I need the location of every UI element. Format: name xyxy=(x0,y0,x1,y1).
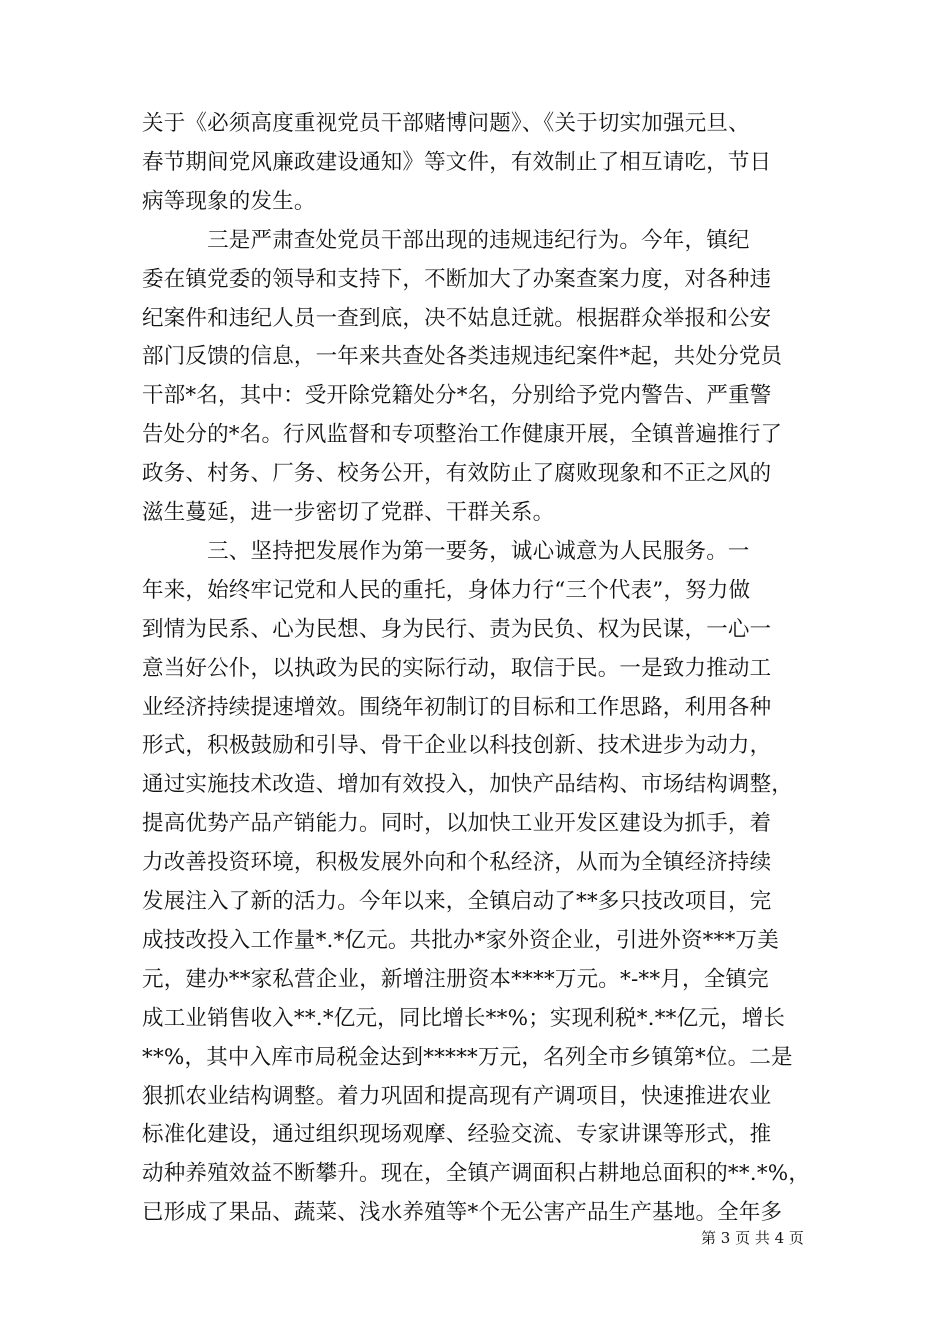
text-line: 春节期间党风廉政建设通知》等文件，有效制止了相互请吃，节日 xyxy=(142,149,772,175)
text-line: 成技改投入工作量*.*亿元。共批办*家外资企业，引进外资***万美 xyxy=(142,927,779,953)
text-line: 意当好公仆，以执政为民的实际行动，取信于民。一是致力推动工 xyxy=(142,655,772,681)
text-line: 政务、村务、厂务、校务公开，有效防止了腐败现象和不正之风的 xyxy=(142,461,772,487)
text-line: 病等现象的发生。 xyxy=(142,188,316,214)
text-line: 力改善投资环境，积极发展外向和个私经济，从而为全镇经济持续 xyxy=(142,850,772,876)
text-line: 纪案件和违纪人员一查到底，决不姑息迁就。根据群众举报和公安 xyxy=(142,305,772,331)
text-line: **%，其中入库市局税金达到*****万元，名列全市乡镇第*位。二是 xyxy=(142,1044,793,1070)
text-line: 提高优势产品产销能力。同时，以加快工业开发区建设为抓手，着 xyxy=(142,811,772,837)
text-line: 三、坚持把发展作为第一要务，诚心诚意为人民服务。一 xyxy=(142,538,750,564)
text-line: 年来，始终牢记党和人民的重托，身体力行“三个代表”，努力做 xyxy=(142,577,751,603)
text-line: 通过实施技术改造、增加有效投入，加快产品结构、市场结构调整， xyxy=(142,772,794,798)
text-line: 委在镇党委的领导和支持下，不断加大了办案查案力度，对各种违 xyxy=(142,266,772,292)
text-line: 形式，积极鼓励和引导、骨干企业以科技创新、技术进步为动力， xyxy=(142,733,772,759)
text-line: 标准化建设，通过组织现场观摩、经验交流、专家讲课等形式，推 xyxy=(142,1122,772,1148)
text-line: 元，建办**家私营企业，新增注册资本****万元。*-**月，全镇完 xyxy=(142,966,769,992)
text-line: 滋生蔓延，进一步密切了党群、干群关系。 xyxy=(142,500,555,525)
text-line: 业经济持续提速增效。围绕年初制订的目标和工作思路，利用各种 xyxy=(142,694,772,720)
text-line: 到情为民系、心为民想、身为民行、责为民负、权为民谋，一心一 xyxy=(142,616,772,642)
text-line: 关于《必须高度重视党员干部赌博问题》、《关于切实加强元旦、 xyxy=(142,111,750,136)
text-line: 三是严肃查处党员干部出现的违规违纪行为。今年，镇纪 xyxy=(142,227,750,253)
text-line: 告处分的*名。行风监督和专项整治工作健康开展，全镇普遍推行了 xyxy=(142,422,783,448)
text-line: 狠抓农业结构调整。着力巩固和提高现有产调项目，快速推进农业 xyxy=(142,1083,772,1109)
text-line: 已形成了果品、蔬菜、浅水养殖等*个无公害产品生产基地。全年多 xyxy=(142,1200,783,1226)
text-line: 部门反馈的信息，一年来共查处各类违规违纪案件*起，共处分党员 xyxy=(142,344,783,370)
text-line: 干部*名，其中：受开除党籍处分*名，分别给予党内警告、严重警 xyxy=(142,383,772,409)
text-line: 动种养殖效益不断攀升。现在，全镇产调面积占耕地总面积的**.*%， xyxy=(142,1161,811,1187)
text-line: 发展注入了新的活力。今年以来，全镇启动了**多只技改项目，完 xyxy=(142,889,772,914)
page-footer: 第 3 页 共 4 页 xyxy=(701,1229,804,1247)
text-line: 成工业销售收入**.*亿元，同比增长**%；实现利税*.**亿元，增长 xyxy=(142,1005,786,1031)
